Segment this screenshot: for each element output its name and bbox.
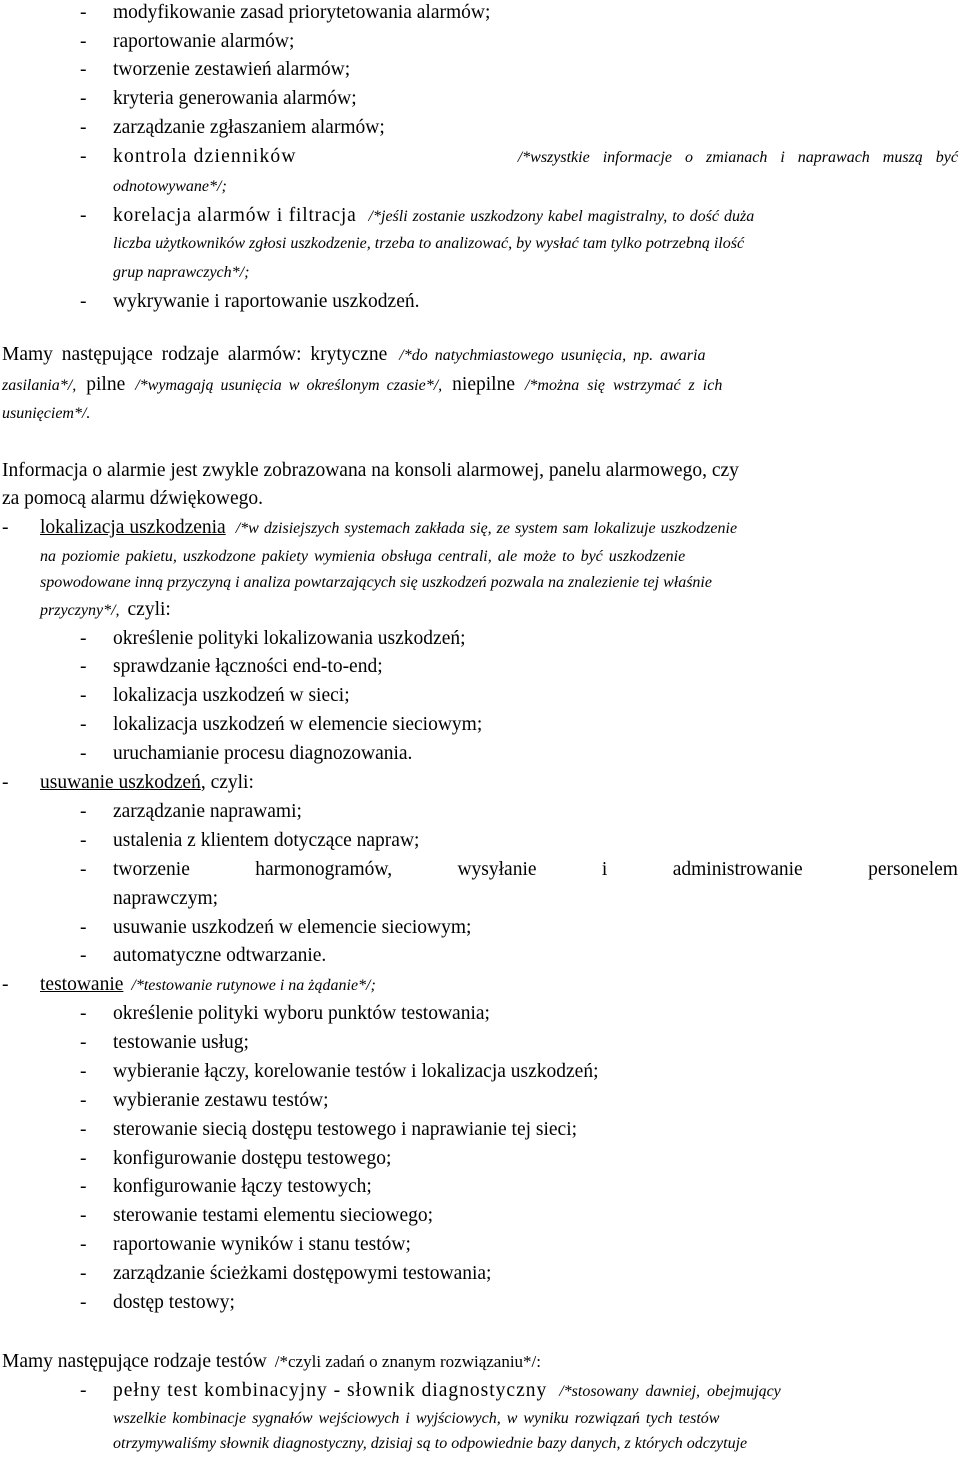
word: harmonogramów, — [255, 859, 393, 880]
lokalizacja-heading — [40, 518, 958, 538]
bullet-dash: - — [80, 1090, 87, 1111]
list-item: zarządzanie naprawami; — [113, 801, 302, 822]
pelny-note: /*stosowany dawniej, obejmujący — [559, 1383, 781, 1400]
bullet-dash: - — [80, 1205, 87, 1226]
bullet-dash: - — [80, 146, 87, 167]
list-item: dostęp testowy; — [113, 1292, 235, 1313]
paragraph-info-line2: za pomocą alarmu dźwiękowego. — [2, 488, 263, 509]
bullet-dash: - — [80, 1148, 87, 1169]
bullet-dash: - — [2, 772, 9, 793]
text-run: niepilne — [452, 374, 515, 395]
list-item: ustalenia z klientem dotyczące napraw; — [113, 830, 420, 851]
list-item: zarządzanie ścieżkami dostępowymi testowania; — [113, 1263, 492, 1284]
paragraph-alarm-types-line1 — [2, 345, 957, 365]
bullet-dash: - — [2, 517, 9, 538]
korelacja-note: /*jeśli zostanie uszkodzony kabel magistralny, to dość duża — [368, 208, 755, 225]
list-item: sterowanie siecią dostępu testowego i naprawianie tej sieci; — [113, 1119, 578, 1140]
text-run: pilne — [86, 374, 126, 395]
list-item: określenie polityki wyboru punktów testowania; — [113, 1003, 490, 1024]
bullet-dash: - — [80, 1263, 87, 1284]
list-item-harmonogram — [113, 860, 958, 880]
bullet-dash: - — [80, 291, 87, 312]
lokalizacja-title: lokalizacja uszkodzenia — [40, 517, 226, 538]
text-run-italic: /*można się wstrzymać z ich — [524, 377, 723, 394]
kontrola-lead: kontrola dzienników — [113, 146, 297, 167]
bullet-dash: - — [80, 830, 87, 851]
word: tworzenie — [113, 859, 190, 880]
bullet-dash: - — [80, 685, 87, 706]
bullet-dash: - — [80, 2, 87, 23]
list-item: sprawdzanie łączności end-to-end; — [113, 656, 383, 677]
bullet-dash: - — [80, 117, 87, 138]
lokalizacja-note-cont: na poziomie pakietu, uszkodzone pakiety wymienia obsługa centrali, ale może to być uszkodzenie — [40, 548, 686, 565]
korelacja-note-cont: liczba użytkowników zgłosi uszkodzenie, trzeba to analizować, by wysłać tam tylko potrzebną ilość — [113, 235, 745, 252]
bullet-dash: - — [80, 1380, 87, 1401]
list-item: modyfikowanie zasad priorytetowania alarmów; — [113, 2, 491, 23]
list-item: określenie polityki lokalizowania uszkodzeń; — [113, 628, 466, 649]
text-run-italic: zasilania*/, — [2, 377, 77, 394]
bullet-dash: - — [80, 743, 87, 764]
usuwanie-title: usuwanie uszkodzeń — [40, 772, 201, 793]
bullet-dash: - — [80, 59, 87, 80]
list-item-pelny — [113, 1381, 958, 1401]
testowanie-note: /*testowanie rutynowe i na żądanie*/; — [131, 977, 376, 994]
pelny-note-cont: otrzymywaliśmy słownik diagnostyczny, dzisiaj są to odpowiednie bazy danych, z których odczytuje — [113, 1435, 748, 1452]
bullet-dash: - — [80, 31, 87, 52]
list-item-kontrola — [113, 147, 958, 167]
paragraph-info-line1 — [2, 461, 957, 481]
lokalizacja-note-cont: spowodowane inną przyczyną i analiza powtarzających się uszkodzeń pozwala na znalezienie tej właśnie — [40, 574, 712, 591]
paragraph-alarm-types-line3: usunięciem*/. — [2, 405, 91, 422]
pelny-note-cont: wszelkie kombinacje sygnałów wejściowych i wyjściowych, w wyniku rozwiązań tych testów — [113, 1410, 720, 1427]
text-run: Informacja o alarmie jest zwykle zobrazowana na konsoli alarmowej, panelu alarmowego, czy — [2, 460, 739, 481]
list-item: usuwanie uszkodzeń w elemencie sieciowym; — [113, 917, 472, 938]
kontrola-note-cont: odnotowywane*/; — [113, 178, 227, 195]
bullet-dash: - — [80, 945, 87, 966]
list-item: automatyczne odtwarzanie. — [113, 945, 327, 966]
list-item: testowanie usług; — [113, 1032, 249, 1053]
list-item: raportowanie wyników i stanu testów; — [113, 1234, 411, 1255]
list-item: tworzenie zestawień alarmów; — [113, 59, 351, 80]
kontrola-note: /*wszystkie informacje o zmianach i naprawach muszą być — [517, 149, 958, 166]
bullet-dash: - — [80, 917, 87, 938]
list-item: uruchamianie procesu diagnozowania. — [113, 743, 413, 764]
list-item: kryteria generowania alarmów; — [113, 88, 357, 109]
text-run: Mamy następujące rodzaje alarmów: krytyczne — [2, 344, 388, 365]
bullet-dash: - — [80, 1119, 87, 1140]
bullet-dash: - — [80, 714, 87, 735]
usuwanie-heading — [40, 773, 254, 793]
text-run-italic: /*wymagają usunięcia w określonym czasie*/, — [135, 377, 443, 394]
word: personelem — [868, 859, 958, 880]
usuwanie-tail: , czyli: — [200, 772, 254, 793]
lokalizacja-note: /*w dzisiejszych systemach zakłada się, ze system sam lokalizuje uszkodzenie — [235, 520, 738, 537]
list-item: raportowanie alarmów; — [113, 31, 295, 52]
bullet-dash: - — [2, 974, 9, 995]
paragraph-alarm-types-line2 — [2, 375, 957, 395]
word: i — [601, 859, 608, 880]
list-item: lokalizacja uszkodzeń w elemencie sieciowym; — [113, 714, 483, 735]
bullet-dash: - — [80, 1061, 87, 1082]
bullet-dash: - — [80, 1234, 87, 1255]
bullet-dash: - — [80, 1292, 87, 1313]
text-run: czyli: — [127, 599, 171, 620]
text-run: Mamy następujące rodzaje testów — [2, 1351, 267, 1372]
bullet-dash: - — [80, 1176, 87, 1197]
list-item: konfigurowanie dostępu testowego; — [113, 1148, 392, 1169]
bullet-dash: - — [80, 1032, 87, 1053]
bullet-dash: - — [80, 205, 87, 226]
bullet-dash: - — [80, 656, 87, 677]
bullet-dash: - — [80, 88, 87, 109]
word: administrowanie — [672, 859, 803, 880]
testowanie-title: testowanie — [40, 974, 124, 995]
korelacja-lead: korelacja alarmów i filtracja — [113, 205, 357, 226]
text-run-small: /*czyli zadań o znanym rozwiązaniu*/: — [274, 1352, 542, 1371]
bullet-dash: - — [80, 801, 87, 822]
list-item: konfigurowanie łączy testowych; — [113, 1176, 372, 1197]
korelacja-note-cont: grup naprawczych*/; — [113, 264, 250, 281]
list-item-cont: naprawczym; — [113, 888, 219, 909]
bullet-dash: - — [80, 628, 87, 649]
list-item: wybieranie łączy, korelowanie testów i lokalizacja uszkodzeń; — [113, 1061, 599, 1082]
paragraph-test-types — [2, 1352, 541, 1372]
pelny-lead: pełny test kombinacyjny - słownik diagnostyczny — [113, 1380, 548, 1401]
list-item: sterowanie testami elementu sieciowego; — [113, 1205, 434, 1226]
list-item: wybieranie zestawu testów; — [113, 1090, 329, 1111]
list-item: lokalizacja uszkodzeń w sieci; — [113, 685, 350, 706]
text-run-italic: /*do natychmiastowego usunięcia, np. awaria — [399, 347, 706, 364]
bullet-dash: - — [80, 1003, 87, 1024]
text-run-italic: przyczyny*/, — [40, 602, 120, 619]
word: wysyłanie — [457, 859, 537, 880]
list-item-korelacja — [113, 206, 958, 226]
list-item: zarządzanie zgłaszaniem alarmów; — [113, 117, 385, 138]
bullet-dash: - — [80, 859, 87, 880]
list-item: wykrywanie i raportowanie uszkodzeń. — [113, 291, 420, 312]
lokalizacja-note-end — [40, 600, 171, 620]
testowanie-heading — [40, 975, 376, 995]
